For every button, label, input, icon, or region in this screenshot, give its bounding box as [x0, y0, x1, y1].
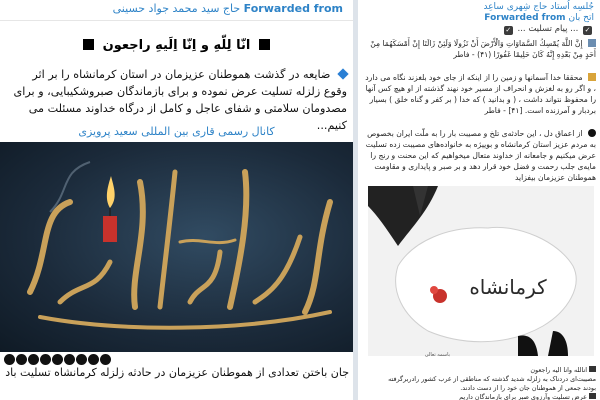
black-circle-icon: [40, 354, 51, 365]
flag-icon: [589, 393, 596, 399]
footer-line-text: بودند جمعی از هموطنان جان خود را از دست دادند.: [460, 384, 596, 392]
verse-block: [362, 38, 596, 60]
black-circle-icon: [588, 129, 596, 137]
paragraph-text: از اعماق دل ، این حادثه‌ی تلخ و مصیبت بار را به ملّت ایران بخصوص به مردم عزیز استان کرمانشاه و بوییژه به خانواده‌های مصیبت زده تسلیت عرض میکنیم و جامعانه از خداوند متعال میخواهیم که این محنت و رنج را مایه‌ی جلب رحمت و فضل خود قرار دهد و بر صبر و پایداری و مقاومت هموطنان عزیزمان بیفزاید: [365, 129, 596, 182]
headline: [0, 38, 353, 53]
black-square-icon: [259, 39, 270, 50]
blue-diamond-icon: [337, 68, 348, 79]
footer-line: [362, 393, 596, 400]
verse-text: إِنَّ اللَّهَ يُمْسِكُ السَّمَاوَاتِ وَالْأَرْضَ أَنْ تَزُولَا وَلَئِنْ زَالَتَا إِنْ أَمْسَكَهُمَا مِنْ أَحَدٍ مِنْ بَعْدِهِ إِنَّهُ كَانَ حَلِيمًا غَفُورًا (۴۱) - فاطر: [370, 39, 596, 59]
condolence-artwork[interactable]: [0, 142, 353, 352]
footer-line: [362, 366, 596, 375]
black-circle-icon: [64, 354, 75, 365]
black-circle-icon: [52, 354, 63, 365]
channel-link[interactable]: کانال رسمی قاری بین المللی سعید پرویزی: [78, 125, 275, 138]
right-message: [358, 0, 600, 400]
forward-header[interactable]: [4, 2, 347, 15]
red-petal: [430, 286, 438, 294]
check-box-icon: ✓: [584, 26, 591, 34]
kermanshah-label: کرمانشاه: [469, 275, 547, 299]
forwarded-from-label: Forwarded from: [484, 13, 566, 23]
scroll-icon: [588, 73, 596, 81]
condolence-text: ... پیام تسلیت ...: [517, 24, 579, 34]
message-text: ضایعه در گذشت هموطنان عزیزمان در استان کرمانشاه را بر اثر وقوع زلزله تسلیت عرض نموده و برای بازماندگان صبروشکیبایی، و برای مصدومان سلامتی و شفای عاجل و کامل از درگاه خداوند مسئلت می کنیم...: [13, 68, 347, 132]
paragraph-block: [362, 128, 596, 183]
hand-bottom: [548, 331, 568, 356]
calligraphy-strokes: [30, 172, 330, 328]
hand-shadow: [368, 186, 438, 246]
footer-line: [362, 375, 596, 384]
check-box-icon: ✓: [505, 26, 512, 34]
footer-line-text: عرض تسلیت وآرزوی صبر برای بازماندگان داریم: [459, 393, 587, 400]
caption-text: جان باختن تعدادی از هموطنان عزیزمان در حادثه زلزله کرمانشاه تسلیت باد: [5, 366, 349, 379]
footer-line-text: انالله وانا الیه راجعون: [530, 366, 587, 374]
flag-icon: [589, 366, 596, 372]
headline-text: انّا لِلّهِ و اِنّا اِلَیهِ راجعون: [102, 38, 251, 53]
forward-header[interactable]: [481, 13, 594, 23]
kermanshah-map-image[interactable]: [368, 186, 594, 356]
stamp-text: باسمه تعالی: [424, 352, 450, 358]
header-rule: [0, 20, 353, 21]
black-circles-row: [4, 354, 349, 365]
forwarded-from-label: Forwarded from: [243, 2, 343, 15]
image-caption: [4, 354, 349, 381]
footer-line-text: مصیبت‌ای دردناک به زلزله شدید گذشته که مناطقی از غرب کشور رادربرگرفته: [388, 375, 596, 383]
translation-text: محققا خدا آسمانها و زمین را از اینکه از جای خود بلغزند نگاه می دارد ، و اگر رو به لغزش و انحراف از مسیر خود نهند گذشته از او هیچ کس آنها را محفوظ نتواند داشت ، ( و بدانید ) که خدا ( بر کفر و گناه خلق ) بسیار بردبار و آمرزنده است. [۴۱] - فاطر: [365, 73, 596, 115]
map-graphic: [368, 186, 594, 356]
forward-author[interactable]: حاج سید محمد جواد حسینی: [112, 2, 241, 15]
black-square-icon: [83, 39, 94, 50]
footer-block: [362, 366, 596, 400]
black-circle-icon: [16, 354, 27, 365]
forward-source[interactable]: اتح بان: [568, 13, 594, 23]
sender-name[interactable]: جُلسِه اُستاد حاج شِهری ساعِد: [483, 2, 594, 12]
hand-bottom: [518, 336, 538, 356]
black-circle-icon: [4, 354, 15, 365]
black-circle-icon: [28, 354, 39, 365]
condolence-heading: [502, 24, 594, 35]
footer-line: [362, 384, 596, 393]
translation-block: [362, 72, 596, 116]
candle-body: [103, 216, 117, 242]
candle-flame: [107, 176, 115, 208]
book-icon: [588, 39, 596, 47]
black-circle-icon: [100, 354, 111, 365]
black-circle-icon: [88, 354, 99, 365]
message-body: [6, 66, 347, 134]
black-circle-icon: [76, 354, 87, 365]
calligraphy-graphic: [0, 142, 353, 352]
